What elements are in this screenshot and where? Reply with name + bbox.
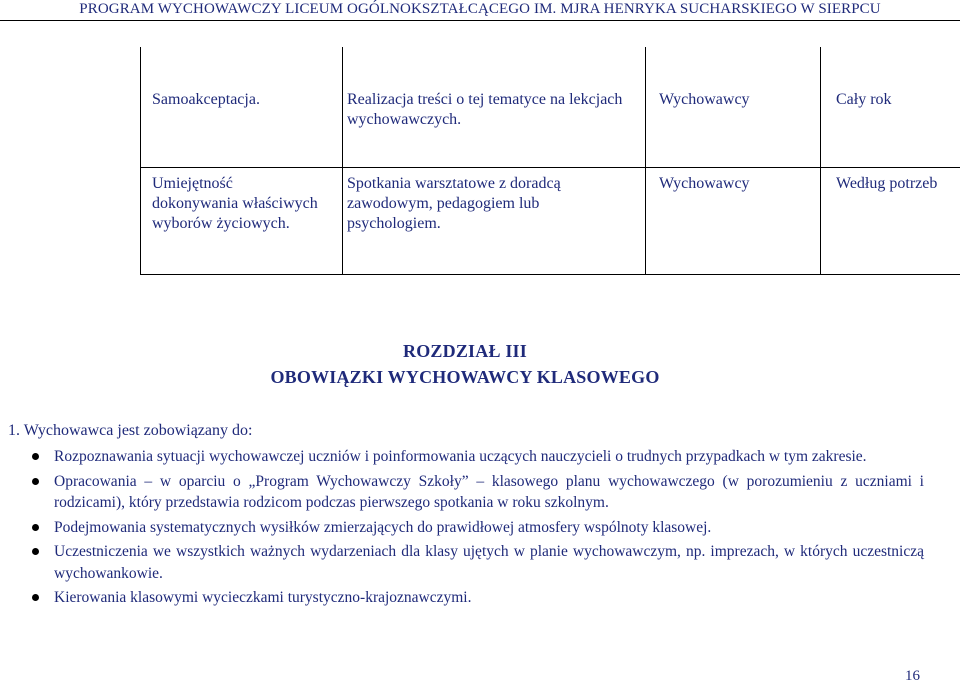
task-text: Spotkania warsztatowe z doradcą zawodowym, pedagogiem lub psychologiem. bbox=[347, 175, 561, 232]
goal-text: Umiejętność dokonywania właściwych wyborów życiowych. bbox=[152, 175, 318, 232]
list-item bbox=[32, 471, 924, 514]
section-intro: 1. Wychowawca jest zobowiązany do: bbox=[8, 422, 253, 439]
task-text: Realizacja treści o tej tematyce na lekcjach wychowawczych. bbox=[347, 91, 623, 128]
responsible-text: Wychowawcy bbox=[659, 91, 750, 108]
duties-list bbox=[32, 446, 924, 612]
timing-text: Według potrzeb bbox=[836, 175, 938, 192]
list-item bbox=[32, 587, 924, 609]
timing-text: Cały rok bbox=[836, 91, 892, 108]
bullet-icon bbox=[32, 548, 39, 555]
responsible-text: Wychowawcy bbox=[659, 175, 750, 192]
list-item bbox=[32, 446, 924, 468]
document-header: PROGRAM WYCHOWAWCZY LICEUM OGÓLNOKSZTAŁCĄCEGO IM. MJRA HENRYKA SUCHARSKIEGO W SIERPCU bbox=[79, 1, 881, 17]
duty-text: Rozpoznawania sytuacji wychowawczej uczniów i poinformowania uczących nauczycieli o trudnych przypadkach w tym zakresie. bbox=[54, 448, 867, 465]
program-table-body bbox=[140, 47, 960, 275]
duty-text: Uczestniczenia we wszystkich ważnych wydarzeniach dla klasy ujętych w planie wychowawczym, np. imprezach, w których uczestniczą wychowankowie. bbox=[54, 543, 924, 582]
chapter-number: ROZDZIAŁ III bbox=[403, 341, 527, 361]
duty-text: Kierowania klasowymi wycieczkami turystyczno-krajoznawczymi. bbox=[54, 589, 472, 606]
duty-text: Podejmowania systematycznych wysiłków zmierzających do prawidłowej atmosfery wspólnoty klasowej. bbox=[54, 518, 712, 536]
bullet-icon bbox=[32, 478, 39, 485]
list-item bbox=[32, 517, 924, 539]
goal-text: Samoakceptacja. bbox=[152, 91, 260, 108]
bullet-icon bbox=[32, 524, 39, 531]
bullet-icon bbox=[32, 594, 39, 601]
header-rule bbox=[0, 20, 960, 21]
chapter-title: OBOWIĄZKI WYCHOWAWCY KLASOWEGO bbox=[270, 367, 660, 387]
duty-text: Opracowania – w oparciu o „Program Wychowawczy Szkoły” – klasowego planu wychowawczego (w porozumieniu z uczniami i rodzicami), który przedstawia rodzicom podczas pierwszego spotkania w roku szkolnym. bbox=[54, 472, 924, 511]
page-number: 16 bbox=[905, 668, 920, 684]
bullet-icon bbox=[32, 453, 39, 460]
list-item bbox=[32, 541, 924, 584]
